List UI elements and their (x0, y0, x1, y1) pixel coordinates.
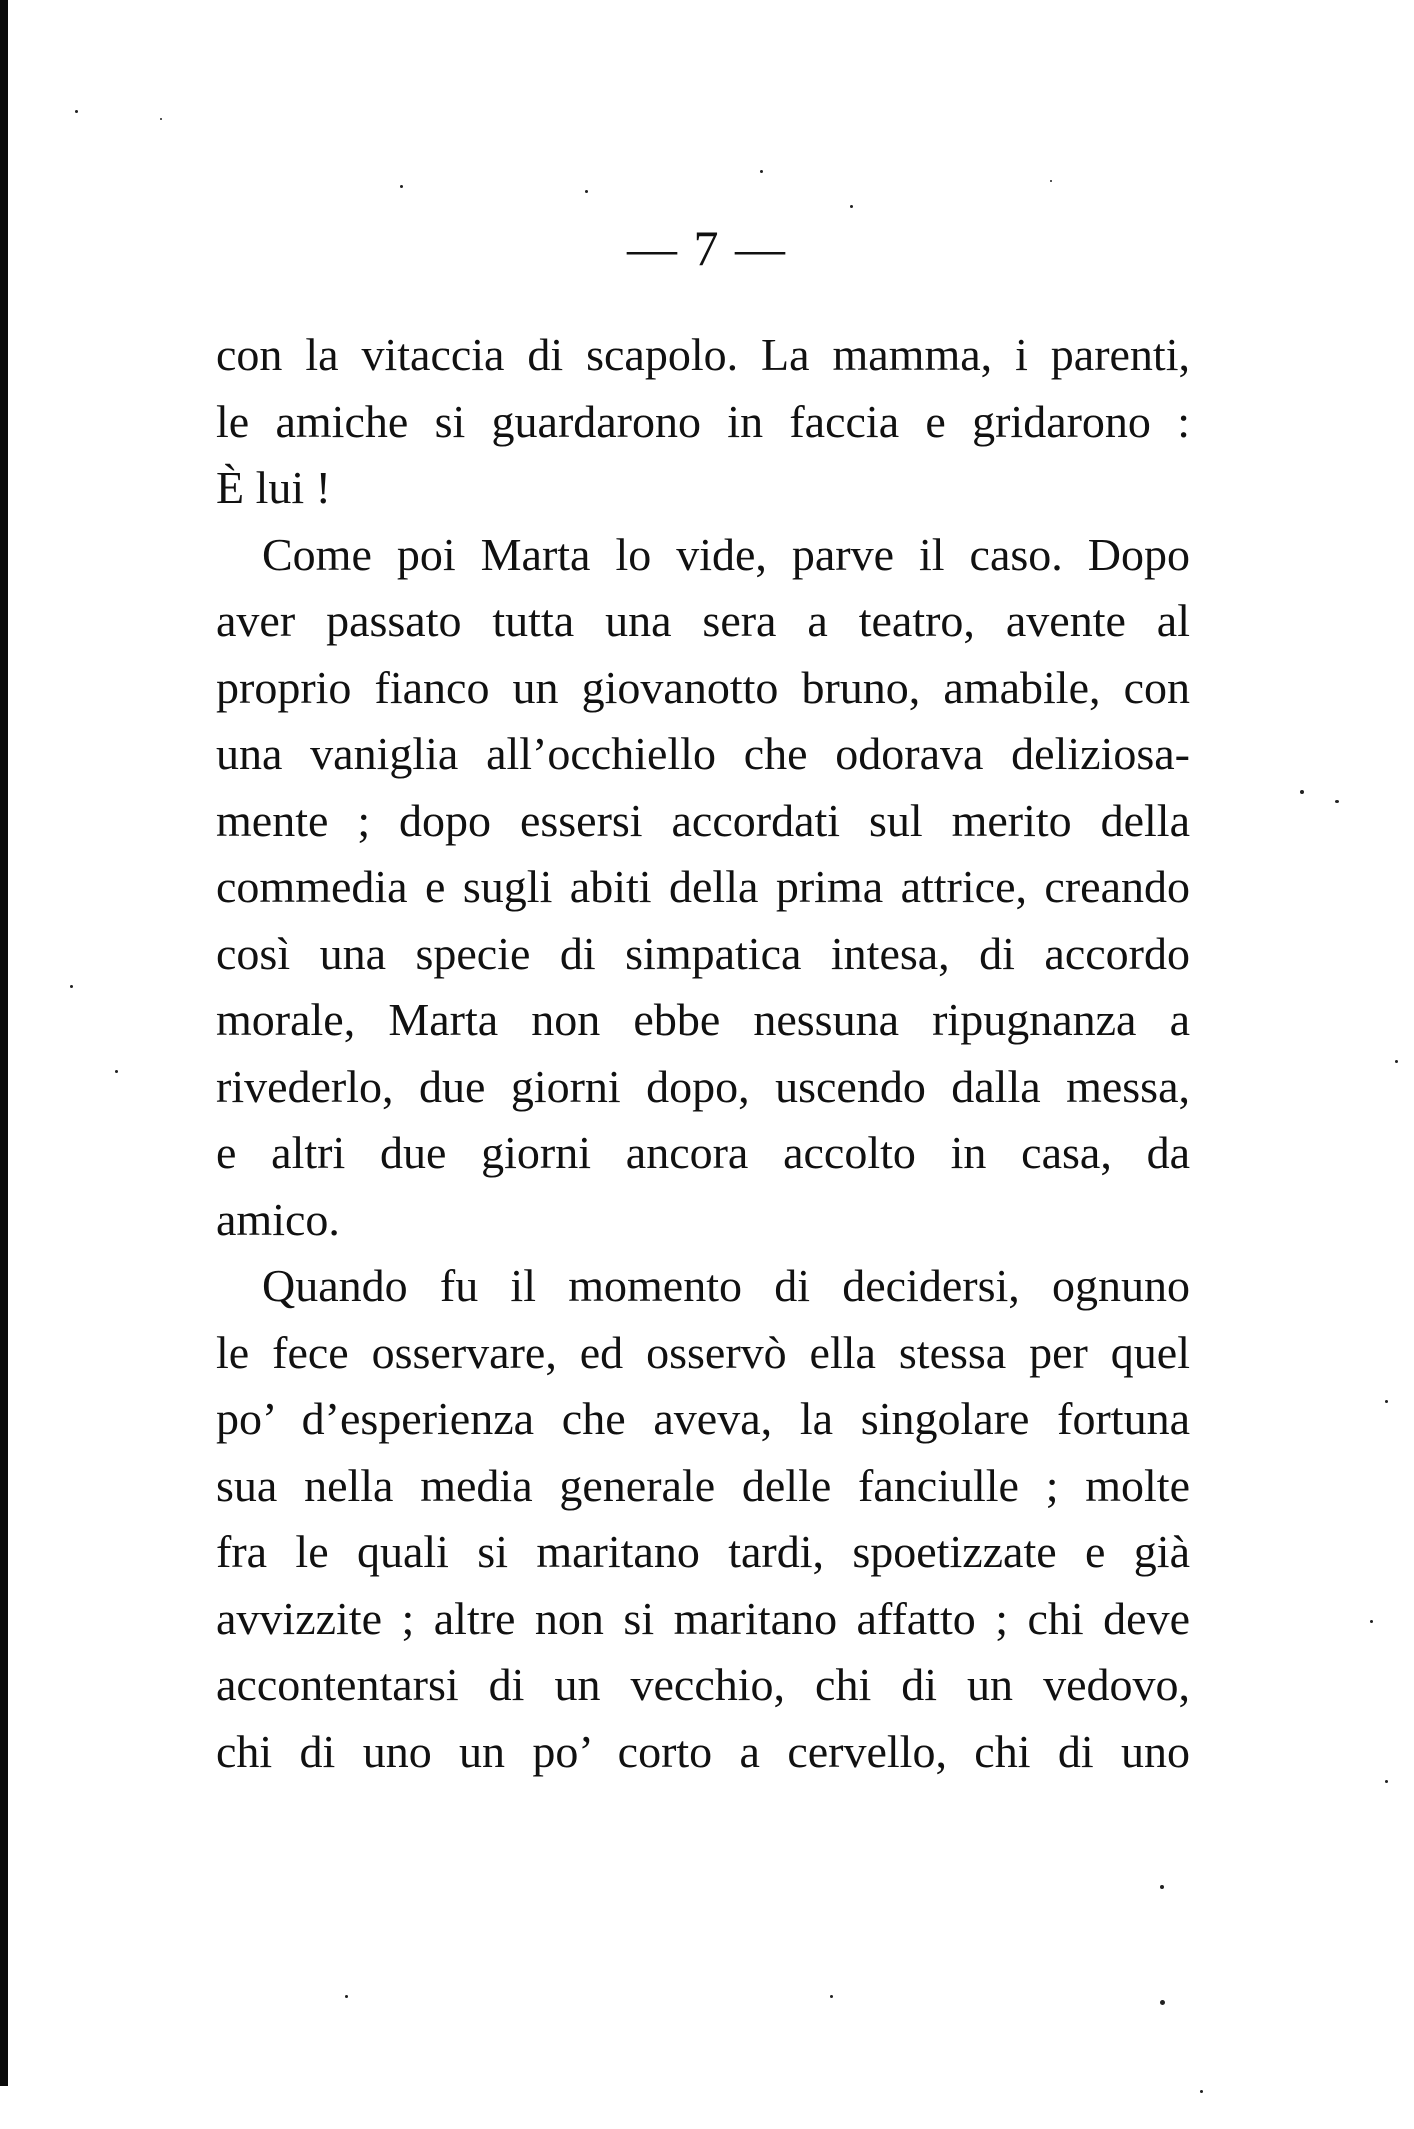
text-line: sua nella media generale delle fanciulle ; molte (216, 1459, 1190, 1511)
text-line: mente ; dopo essersi accordati sul merito della (216, 794, 1190, 846)
scan-speck (1160, 1885, 1164, 1889)
scan-speck (115, 1070, 118, 1073)
scan-binding-edge (0, 0, 8, 2129)
scan-edge-gap (0, 2086, 8, 2129)
scan-speck (1385, 1400, 1388, 1403)
scan-speck (760, 170, 763, 173)
scan-speck (1200, 2090, 1203, 2093)
body-text (216, 322, 1190, 1785)
scan-speck (830, 1995, 833, 1998)
scan-speck (1050, 180, 1052, 182)
text-line: le amiche si guardarono in faccia e gridarono : (216, 395, 1190, 447)
scan-speck (1335, 800, 1339, 803)
text-line: accontentarsi di un vecchio, chi di un vedovo, (216, 1659, 1190, 1710)
text-line: chi di uno un po’ corto a cervello, chi di uno (216, 1725, 1190, 1777)
text-line: aver passato tutta una sera a teatro, avente al (216, 595, 1190, 646)
scan-speck (1395, 1060, 1398, 1063)
scan-speck (585, 190, 588, 193)
scan-speck (1160, 2000, 1165, 2005)
scan-speck (1370, 1620, 1373, 1623)
scan-speck (1300, 790, 1304, 794)
text-line: una vaniglia all’occhiello che odorava deliziosa- (216, 728, 1190, 779)
text-line: Come poi Marta lo vide, parve il caso. Dopo (262, 528, 1190, 580)
text-line: e altri due giorni ancora accolto in casa, da (216, 1127, 1190, 1178)
text-line: le fece osservare, ed osservò ella stessa per quel (216, 1326, 1190, 1378)
text-line: così una specie di simpatica intesa, di accordo (216, 927, 1190, 979)
text-line: proprio fianco un giovanotto bruno, amabile, con (216, 661, 1190, 713)
scan-speck (345, 1995, 348, 1998)
text-line: avvizzite ; altre non si maritano affatto ; chi deve (216, 1592, 1190, 1644)
scan-speck (160, 118, 162, 120)
text-line: po’ d’esperienza che aveva, la singolare fortuna (216, 1393, 1190, 1444)
scan-speck (1385, 1780, 1388, 1783)
scan-speck (850, 205, 853, 208)
text-line: morale, Marta non ebbe nessuna ripugnanza a (216, 994, 1190, 1045)
text-line: fra le quali si maritano tardi, spoetizzate e già (216, 1526, 1190, 1577)
text-line: rivederlo, due giorni dopo, uscendo dalla messa, (216, 1060, 1190, 1112)
text-line: Quando fu il momento di decidersi, ognuno (262, 1260, 1190, 1311)
text-line: È lui ! (216, 462, 331, 513)
text-line: commedia e sugli abiti della prima attrice, creando (216, 861, 1190, 912)
scan-speck (70, 985, 73, 988)
text-line: amico. (216, 1193, 340, 1245)
scan-speck (75, 110, 78, 113)
text-line: con la vitaccia di scapolo. La mamma, i parenti, (216, 329, 1190, 380)
scan-speck (400, 185, 403, 188)
page-number: — 7 — (627, 220, 787, 276)
